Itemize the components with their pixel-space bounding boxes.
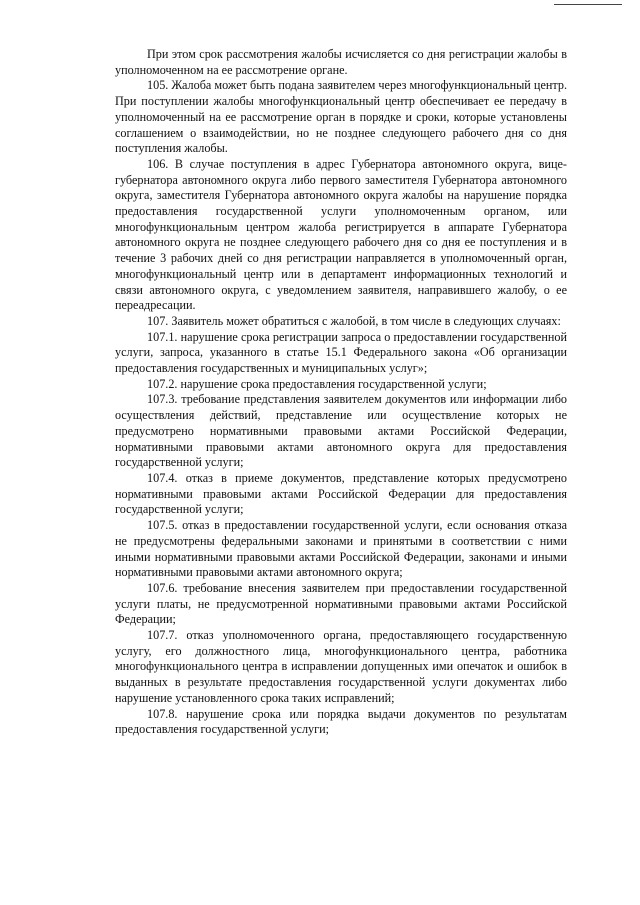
paragraph-105: 105. Жалоба может быть подана заявителем через многофункциональный центр. При поступлении жалобы многофункциональный центр обеспечивает ее передачу в уполномоченный на ее рассмотрение орган в порядке и сроки, которые установлены соглашением о взаимодействии, но не позднее следующего рабочего дня со дня поступления жалобы. (115, 78, 567, 156)
paragraph-107-5: 107.5. отказ в предоставлении государственной услуги, если основания отказа не предусмотрены федеральными законами и принятыми в соответствии с ними иными нормативными правовыми актами Российской Федерации, законами и иными нормативными правовыми актами автономного округа; (115, 518, 567, 580)
paragraph-107-2: 107.2. нарушение срока предоставления государственной услуги; (147, 376, 487, 391)
paragraph-107-4: 107.4. отказ в приеме документов, представление которых предусмотрено нормативными правовыми актами Российской Федерации для предоставления государственной услуги; (115, 470, 567, 517)
paragraph-107: 107. Заявитель может обратиться с жалобой, в том числе в следующих случаях: (147, 313, 561, 328)
paragraph-107-7: 107.7. отказ уполномоченного органа, предоставляющего государственную услугу, его должностного лица, многофункционального центра, работника многофункционального центра в исправлении допущенных ими опечаток и ошибок в выданных в результате предоставления государственной услуги документах либо нарушение установленного срока таких исправлений; (115, 628, 567, 705)
document-body (115, 47, 567, 738)
page-corner-rule (554, 4, 622, 5)
paragraph-intro: При этом срок рассмотрения жалобы исчисляется со дня регистрации жалобы в уполномоченном на ее рассмотрение органе. (115, 47, 567, 77)
paragraph-107-1: 107.1. нарушение срока регистрации запроса о предоставлении государственной услуги, запроса, указанного в статье 15.1 Федерального закона «Об организации предоставления государственных и муниципальных услуг»; (115, 329, 567, 376)
paragraph-107-8: 107.8. нарушение срока или порядка выдачи документов по результатам предоставления государственной услуги; (115, 706, 567, 737)
paragraph-106: 106. В случае поступления в адрес Губернатора автономного округа, вице-губернатора автономного округа либо первого заместителя Губернатора автономного округа, заместителя Губернатора автономного округа жалобы на нарушение порядка предоставления государственной услуги уполномоченным органом, или многофункциональным центром жалоба регистрируется в аппарате Губернатора автономного округа не позднее следующего рабочего дня со дня ее поступления и в течение 3 рабочих дней со дня регистрации направляется в уполномоченный орган, многофункциональный центр или в департамент информационных технологий и связи автономного округа, с уведомлением заявителя, направившего жалобу, о ее переадресации. (115, 156, 567, 313)
paragraph-107-6: 107.6. требование внесения заявителем при предоставлении государственной услуги платы, не предусмотренной нормативными правовыми актами Российской Федерации; (115, 580, 567, 627)
paragraph-107-3: 107.3. требование представления заявителем документов или информации либо осуществления действий, представление или осуществление которых не предусмотрено нормативными правовыми актами Российской Федерации, нормативными правовыми актами автономного округа для предоставления государственной услуги; (115, 392, 567, 470)
